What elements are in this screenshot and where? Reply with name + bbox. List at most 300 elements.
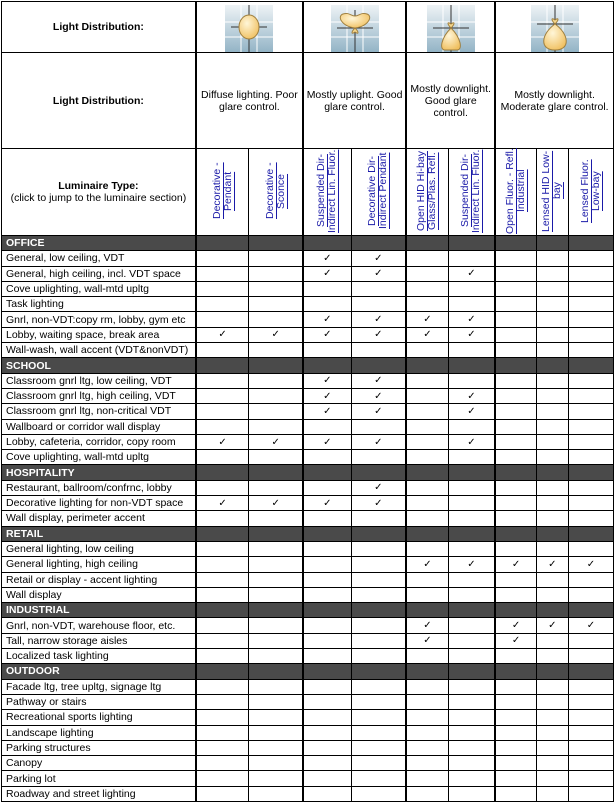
application-label: Canopy xyxy=(2,756,196,771)
empty-cell xyxy=(495,511,536,526)
distribution-label-2: Light Distribution: xyxy=(2,53,196,149)
empty-cell xyxy=(303,756,351,771)
category-cell xyxy=(448,603,495,618)
empty-cell xyxy=(303,618,351,633)
empty-cell xyxy=(448,450,495,465)
category-cell xyxy=(495,603,536,618)
empty-cell xyxy=(406,541,448,556)
empty-cell xyxy=(495,327,536,342)
category-cell xyxy=(406,526,448,541)
empty-cell xyxy=(249,297,303,312)
empty-cell xyxy=(568,419,613,434)
empty-cell xyxy=(196,297,249,312)
empty-cell xyxy=(406,771,448,786)
category-cell xyxy=(568,236,613,251)
check-mark-icon: ✓ xyxy=(303,373,351,388)
luminaire-link[interactable]: Open Fluor. - Refl. Industrial xyxy=(504,147,528,234)
empty-cell xyxy=(249,679,303,694)
empty-cell xyxy=(448,786,495,801)
empty-cell xyxy=(303,740,351,755)
empty-cell xyxy=(406,649,448,664)
category-cell xyxy=(536,465,568,480)
empty-cell xyxy=(495,312,536,327)
empty-cell xyxy=(196,511,249,526)
empty-cell xyxy=(568,633,613,648)
application-label: Gnrl, non-VDT:copy rm, lobby, gym etc xyxy=(2,312,196,327)
check-mark-icon: ✓ xyxy=(303,496,351,511)
table-row xyxy=(2,649,614,664)
check-mark-icon: ✓ xyxy=(406,327,448,342)
category-cell xyxy=(351,664,406,679)
empty-cell xyxy=(448,740,495,755)
application-label: Wall display xyxy=(2,587,196,602)
empty-cell xyxy=(196,679,249,694)
table-row xyxy=(2,419,614,434)
luminaire-link[interactable]: Open HID Hi-bay Glass/Plas. Refl. xyxy=(415,150,439,231)
empty-cell xyxy=(196,756,249,771)
category-cell xyxy=(495,236,536,251)
category-cell xyxy=(568,664,613,679)
empty-cell xyxy=(249,511,303,526)
empty-cell xyxy=(249,771,303,786)
category-cell xyxy=(536,358,568,373)
empty-cell xyxy=(495,434,536,449)
empty-cell xyxy=(448,710,495,725)
check-mark-icon: ✓ xyxy=(406,312,448,327)
empty-cell xyxy=(568,511,613,526)
luminaire-header-cell xyxy=(495,149,536,236)
empty-cell xyxy=(406,786,448,801)
category-cell xyxy=(448,664,495,679)
luminaire-header-cell xyxy=(249,149,303,236)
application-label: Pathway or stairs xyxy=(2,694,196,709)
check-mark-icon: ✓ xyxy=(448,266,495,281)
category-row xyxy=(2,358,614,373)
luminaire-link[interactable]: Lensed HID Low-bay xyxy=(540,149,564,232)
category-cell xyxy=(351,526,406,541)
category-cell xyxy=(495,465,536,480)
empty-cell xyxy=(351,281,406,296)
empty-cell xyxy=(406,511,448,526)
empty-cell xyxy=(351,450,406,465)
empty-cell xyxy=(495,740,536,755)
empty-cell xyxy=(196,694,249,709)
empty-cell xyxy=(536,251,568,266)
category-cell xyxy=(249,358,303,373)
application-label: General lighting, low ceiling xyxy=(2,541,196,556)
empty-cell xyxy=(196,587,249,602)
check-mark-icon: ✓ xyxy=(303,388,351,403)
empty-cell xyxy=(249,251,303,266)
empty-cell xyxy=(568,404,613,419)
empty-cell xyxy=(196,740,249,755)
empty-cell xyxy=(303,633,351,648)
check-mark-icon: ✓ xyxy=(351,266,406,281)
empty-cell xyxy=(536,312,568,327)
check-mark-icon: ✓ xyxy=(448,404,495,419)
category-cell xyxy=(303,603,351,618)
check-mark-icon: ✓ xyxy=(495,557,536,572)
empty-cell xyxy=(406,587,448,602)
empty-cell xyxy=(196,557,249,572)
category-row xyxy=(2,236,614,251)
category-cell xyxy=(351,358,406,373)
empty-cell xyxy=(536,480,568,495)
empty-cell xyxy=(536,587,568,602)
application-label: Classroom gnrl ltg, non-critical VDT xyxy=(2,404,196,419)
category-cell xyxy=(536,526,568,541)
check-mark-icon: ✓ xyxy=(448,557,495,572)
empty-cell xyxy=(249,572,303,587)
table-row xyxy=(2,480,614,495)
table-row xyxy=(2,343,614,358)
empty-cell xyxy=(536,343,568,358)
luminaire-selection-table xyxy=(1,1,614,802)
empty-cell xyxy=(536,281,568,296)
empty-cell xyxy=(568,649,613,664)
empty-cell xyxy=(249,281,303,296)
empty-cell xyxy=(568,266,613,281)
empty-cell xyxy=(448,587,495,602)
empty-cell xyxy=(249,725,303,740)
empty-cell xyxy=(495,297,536,312)
empty-cell xyxy=(536,541,568,556)
luminaire-header-cell xyxy=(448,149,495,236)
check-mark-icon: ✓ xyxy=(568,618,613,633)
table-row xyxy=(2,496,614,511)
empty-cell xyxy=(303,572,351,587)
check-mark-icon: ✓ xyxy=(196,327,249,342)
empty-cell xyxy=(303,541,351,556)
empty-cell xyxy=(448,496,495,511)
table-row xyxy=(2,694,614,709)
category-row xyxy=(2,465,614,480)
check-mark-icon: ✓ xyxy=(448,388,495,403)
empty-cell xyxy=(303,343,351,358)
table-row xyxy=(2,771,614,786)
empty-cell xyxy=(448,511,495,526)
empty-cell xyxy=(568,541,613,556)
empty-cell xyxy=(536,633,568,648)
empty-cell xyxy=(303,771,351,786)
empty-cell xyxy=(536,496,568,511)
empty-cell xyxy=(448,649,495,664)
empty-cell xyxy=(351,679,406,694)
empty-cell xyxy=(568,480,613,495)
empty-cell xyxy=(406,710,448,725)
empty-cell xyxy=(249,450,303,465)
empty-cell xyxy=(495,480,536,495)
luminaire-link[interactable]: Suspended Dir-Indirect Lin. Fluor. xyxy=(459,148,483,233)
empty-cell xyxy=(196,388,249,403)
distribution-description: Mostly uplight. Good glare control. xyxy=(303,53,406,149)
empty-cell xyxy=(536,740,568,755)
application-label: Cove uplighting, wall-mtd upltg xyxy=(2,281,196,296)
application-label: Parking structures xyxy=(2,740,196,755)
empty-cell xyxy=(568,740,613,755)
category-cell xyxy=(196,603,249,618)
empty-cell xyxy=(406,251,448,266)
table-row xyxy=(2,281,614,296)
check-mark-icon: ✓ xyxy=(351,373,406,388)
empty-cell xyxy=(351,511,406,526)
empty-cell xyxy=(568,679,613,694)
empty-cell xyxy=(351,694,406,709)
empty-cell xyxy=(448,251,495,266)
category-cell xyxy=(351,236,406,251)
empty-cell xyxy=(495,771,536,786)
category-cell xyxy=(249,526,303,541)
empty-cell xyxy=(249,633,303,648)
empty-cell xyxy=(196,649,249,664)
empty-cell xyxy=(536,450,568,465)
empty-cell xyxy=(303,281,351,296)
empty-cell xyxy=(536,572,568,587)
table-row xyxy=(2,557,614,572)
luminaire-type-label: Luminaire Type: xyxy=(58,180,139,192)
luminaire-link[interactable]: Suspended Dir-Indirect Lin. Fluor. xyxy=(315,148,339,233)
application-label: Wall-wash, wall accent (VDT&nonVDT) xyxy=(2,343,196,358)
table-row xyxy=(2,710,614,725)
check-mark-icon: ✓ xyxy=(351,251,406,266)
check-mark-icon: ✓ xyxy=(406,633,448,648)
application-label: Parking lot xyxy=(2,771,196,786)
category-cell xyxy=(406,603,448,618)
category-row xyxy=(2,526,614,541)
empty-cell xyxy=(249,373,303,388)
uplight-distribution-icon xyxy=(303,2,406,53)
empty-cell xyxy=(568,710,613,725)
table-row xyxy=(2,373,614,388)
empty-cell xyxy=(568,251,613,266)
luminaire-header-cell xyxy=(196,149,249,236)
category-label: INDUSTRIAL xyxy=(2,603,196,618)
empty-cell xyxy=(351,740,406,755)
empty-cell xyxy=(406,679,448,694)
application-label: General lighting, high ceiling xyxy=(2,557,196,572)
application-label: Wall display, perimeter accent xyxy=(2,511,196,526)
empty-cell xyxy=(536,419,568,434)
check-mark-icon: ✓ xyxy=(351,327,406,342)
application-label: Facade ltg, tree upltg, signage ltg xyxy=(2,679,196,694)
empty-cell xyxy=(406,266,448,281)
check-mark-icon: ✓ xyxy=(303,251,351,266)
empty-cell xyxy=(303,587,351,602)
check-mark-icon: ✓ xyxy=(351,312,406,327)
empty-cell xyxy=(196,404,249,419)
table-row xyxy=(2,434,614,449)
empty-cell xyxy=(495,725,536,740)
empty-cell xyxy=(495,679,536,694)
empty-cell xyxy=(448,419,495,434)
category-cell xyxy=(536,664,568,679)
check-mark-icon: ✓ xyxy=(303,434,351,449)
empty-cell xyxy=(568,343,613,358)
empty-cell xyxy=(406,725,448,740)
empty-cell xyxy=(196,419,249,434)
empty-cell xyxy=(196,343,249,358)
empty-cell xyxy=(303,694,351,709)
empty-cell xyxy=(536,297,568,312)
empty-cell xyxy=(249,557,303,572)
empty-cell xyxy=(303,786,351,801)
luminaire-header-cell xyxy=(536,149,568,236)
empty-cell xyxy=(406,373,448,388)
check-mark-icon: ✓ xyxy=(196,496,249,511)
category-cell xyxy=(495,664,536,679)
luminaire-link[interactable]: Lensed Fluor. Low-bay xyxy=(578,158,602,223)
check-mark-icon: ✓ xyxy=(495,618,536,633)
application-label: Decorative lighting for non-VDT space xyxy=(2,496,196,511)
empty-cell xyxy=(406,740,448,755)
empty-cell xyxy=(536,694,568,709)
empty-cell xyxy=(406,343,448,358)
category-cell xyxy=(303,664,351,679)
empty-cell xyxy=(536,679,568,694)
empty-cell xyxy=(448,480,495,495)
table-row xyxy=(2,450,614,465)
empty-cell xyxy=(495,266,536,281)
empty-cell xyxy=(495,251,536,266)
table-row xyxy=(2,327,614,342)
category-cell xyxy=(303,465,351,480)
table-row xyxy=(2,756,614,771)
category-cell xyxy=(406,664,448,679)
category-cell xyxy=(351,603,406,618)
empty-cell xyxy=(536,404,568,419)
empty-cell xyxy=(495,450,536,465)
empty-cell xyxy=(495,373,536,388)
empty-cell xyxy=(406,694,448,709)
empty-cell xyxy=(568,587,613,602)
empty-cell xyxy=(303,480,351,495)
application-label: Classroom gnrl ltg, low ceiling, VDT xyxy=(2,373,196,388)
empty-cell xyxy=(536,373,568,388)
luminaire-link[interactable]: Decorative - Sconce xyxy=(263,162,287,219)
empty-cell xyxy=(303,710,351,725)
category-cell xyxy=(406,358,448,373)
downlight-moderate-distribution-icon xyxy=(495,2,613,53)
empty-cell xyxy=(249,756,303,771)
category-cell xyxy=(196,664,249,679)
empty-cell xyxy=(196,618,249,633)
empty-cell xyxy=(448,633,495,648)
empty-cell xyxy=(249,419,303,434)
application-label: Roadway and street lighting xyxy=(2,786,196,801)
empty-cell xyxy=(568,572,613,587)
category-cell xyxy=(196,358,249,373)
empty-cell xyxy=(196,725,249,740)
empty-cell xyxy=(196,266,249,281)
category-cell xyxy=(495,526,536,541)
table-row xyxy=(2,404,614,419)
empty-cell xyxy=(536,725,568,740)
empty-cell xyxy=(196,633,249,648)
empty-cell xyxy=(196,541,249,556)
luminaire-header-cell xyxy=(351,149,406,236)
category-cell xyxy=(303,358,351,373)
empty-cell xyxy=(495,281,536,296)
empty-cell xyxy=(249,587,303,602)
empty-cell xyxy=(536,388,568,403)
empty-cell xyxy=(495,694,536,709)
category-cell xyxy=(568,603,613,618)
empty-cell xyxy=(536,756,568,771)
empty-cell xyxy=(351,649,406,664)
table-row xyxy=(2,266,614,281)
table-row xyxy=(2,297,614,312)
empty-cell xyxy=(303,557,351,572)
empty-cell xyxy=(303,725,351,740)
empty-cell xyxy=(196,572,249,587)
distribution-description: Mostly downlight. Good glare control. xyxy=(406,53,495,149)
category-label: HOSPITALITY xyxy=(2,465,196,480)
empty-cell xyxy=(448,281,495,296)
check-mark-icon: ✓ xyxy=(536,557,568,572)
empty-cell xyxy=(249,388,303,403)
empty-cell xyxy=(495,756,536,771)
luminaire-link[interactable]: Decorative - Pendant xyxy=(210,162,234,219)
empty-cell xyxy=(568,281,613,296)
category-label: OFFICE xyxy=(2,236,196,251)
empty-cell xyxy=(249,786,303,801)
empty-cell xyxy=(351,786,406,801)
empty-cell xyxy=(406,404,448,419)
check-mark-icon: ✓ xyxy=(303,312,351,327)
luminaire-type-sublabel: (click to jump to the luminaire section) xyxy=(10,192,187,204)
luminaire-link[interactable]: Decorative Dir-Indirect Pendant xyxy=(366,152,390,229)
check-mark-icon: ✓ xyxy=(448,312,495,327)
empty-cell xyxy=(249,649,303,664)
empty-cell xyxy=(351,541,406,556)
empty-cell xyxy=(196,312,249,327)
application-label: Lobby, waiting space, break area xyxy=(2,327,196,342)
empty-cell xyxy=(495,343,536,358)
empty-cell xyxy=(249,618,303,633)
check-mark-icon: ✓ xyxy=(303,404,351,419)
category-label: RETAIL xyxy=(2,526,196,541)
empty-cell xyxy=(568,297,613,312)
empty-cell xyxy=(249,710,303,725)
empty-cell xyxy=(406,388,448,403)
check-mark-icon: ✓ xyxy=(249,434,303,449)
empty-cell xyxy=(351,633,406,648)
empty-cell xyxy=(536,771,568,786)
luminaire-header-cell xyxy=(406,149,448,236)
empty-cell xyxy=(406,572,448,587)
empty-cell xyxy=(406,419,448,434)
application-label: Tall, narrow storage aisles xyxy=(2,633,196,648)
empty-cell xyxy=(448,618,495,633)
category-cell xyxy=(568,465,613,480)
application-label: Retail or display - accent lighting xyxy=(2,572,196,587)
category-cell xyxy=(406,465,448,480)
empty-cell xyxy=(196,251,249,266)
empty-cell xyxy=(249,541,303,556)
empty-cell xyxy=(351,572,406,587)
empty-cell xyxy=(448,679,495,694)
category-cell xyxy=(406,236,448,251)
check-mark-icon: ✓ xyxy=(351,404,406,419)
check-mark-icon: ✓ xyxy=(495,633,536,648)
empty-cell xyxy=(536,327,568,342)
category-cell xyxy=(448,465,495,480)
table-row xyxy=(2,251,614,266)
empty-cell xyxy=(351,710,406,725)
empty-cell xyxy=(536,710,568,725)
category-label: OUTDOOR xyxy=(2,664,196,679)
application-label: Restaurant, ballroom/confrnc, lobby xyxy=(2,480,196,495)
